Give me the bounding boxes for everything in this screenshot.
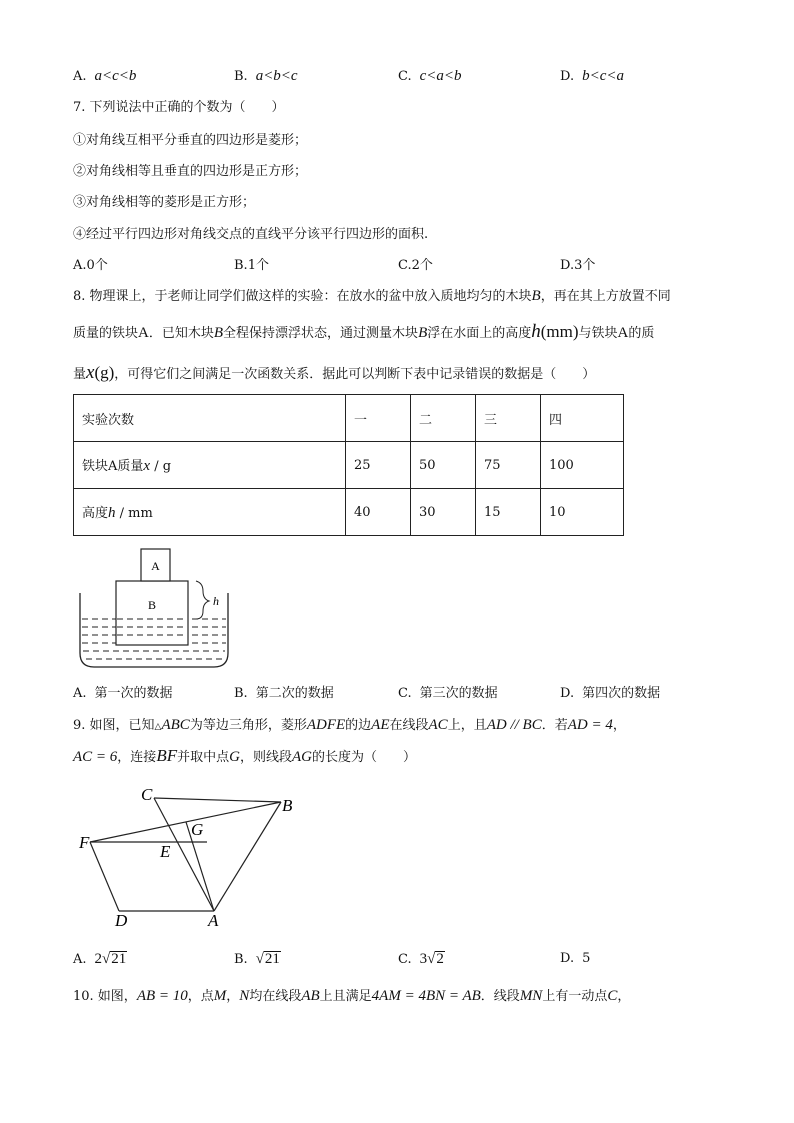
q7-option-d[interactable]: D.3个	[560, 258, 596, 273]
q8-stem-line-1: 8. 物理课上，于老师让同学们做这样的实验：在放水的盆中放入质地均匀的木块B，再在其上方放置不同	[73, 288, 671, 304]
table-row-label: 铁块A质量x / g	[74, 442, 346, 489]
point-f-label: F	[79, 833, 90, 852]
q10-stem: 10. 如图，AB = 10，点M，N均在线段AB上且满足4AM = 4BN = AB．线段MN上有一动点C，	[73, 988, 631, 1004]
segment-FB	[90, 802, 281, 842]
q9-option-b[interactable]: B. √21	[234, 951, 280, 967]
q8-stem-line-2: 质量的铁块A．已知木块B全程保持漂浮状态，通过测量木块B浮在水面上的高度h(mm)与铁块A的质	[73, 321, 655, 342]
q6-option-c[interactable]: C. c<a<b	[398, 68, 462, 84]
table-row	[74, 442, 624, 489]
table-cell: 二	[411, 395, 476, 442]
q6-option-d[interactable]: D. b<c<a	[560, 68, 624, 84]
segment-BA	[214, 802, 281, 911]
segment-CB	[154, 798, 281, 802]
point-a-label: A	[208, 911, 219, 930]
table-cell: 40	[346, 489, 411, 536]
q7-statement-4: ④经过平行四边形对角线交点的直线平分该平行四边形的面积.	[73, 227, 429, 242]
table-cell: 100	[541, 442, 624, 489]
block-b-label: B	[147, 598, 157, 612]
height-brace	[196, 581, 209, 619]
q8-basin-figure	[70, 543, 240, 673]
q9-stem-line-2: AC = 6，连接BF并取中点G，则线段AG的长度为（ ）	[73, 746, 416, 765]
point-b-label: B	[282, 796, 293, 815]
q8-option-d[interactable]: D. 第四次的数据	[560, 686, 661, 701]
q8-option-c[interactable]: C. 第三次的数据	[398, 686, 498, 701]
point-e-label: E	[160, 842, 171, 861]
table-cell: 实验次数	[74, 395, 346, 442]
q6-option-b[interactable]: B. a<b<c	[234, 68, 298, 84]
segment-FD	[90, 842, 119, 911]
table-cell: 50	[411, 442, 476, 489]
q8-option-b[interactable]: B. 第二次的数据	[234, 686, 334, 701]
table-cell: 10	[541, 489, 624, 536]
table-row	[74, 489, 624, 536]
q7-option-b[interactable]: B.1个	[234, 258, 269, 273]
table-cell: 25	[346, 442, 411, 489]
table-row-label: 高度h / mm	[74, 489, 346, 536]
block-a-label: A	[151, 559, 160, 573]
point-g-label: G	[191, 820, 204, 839]
point-c-label: C	[141, 785, 153, 804]
q8-data-table	[73, 394, 624, 536]
table-cell: 15	[476, 489, 541, 536]
table-cell: 一	[346, 395, 411, 442]
q9-option-d[interactable]: D. 5	[560, 951, 591, 966]
q7-option-c[interactable]: C.2个	[398, 258, 433, 273]
q9-geometry-figure	[70, 780, 310, 930]
q8-option-a[interactable]: A. 第一次的数据	[73, 686, 173, 701]
table-header-row	[74, 395, 624, 442]
q7-statement-3: ③对角线相等的菱形是正方形；	[73, 195, 256, 210]
table-cell: 四	[541, 395, 624, 442]
q9-option-a[interactable]: A. 2√21	[73, 951, 127, 967]
q9-option-c[interactable]: C. 3√2	[398, 951, 444, 967]
point-d-label: D	[115, 911, 128, 930]
q7-statement-2: ②对角线相等且垂直的四边形是正方形；	[73, 164, 308, 179]
table-cell: 30	[411, 489, 476, 536]
height-label: h	[213, 594, 219, 608]
q8-stem-line-3: 量x(g)，可得它们之间满足一次函数关系．据此可以判断下表中记录错误的数据是（ ）	[73, 362, 596, 383]
q7-option-a[interactable]: A.0个	[73, 258, 108, 273]
q7-statement-1: ①对角线互相平分垂直的四边形是菱形；	[73, 133, 308, 148]
table-cell: 三	[476, 395, 541, 442]
q9-stem-line-1: 9. 如图，已知△ABC为等边三角形，菱形ADFE的边AE在线段AC上，且AD // BC．若AD = 4，	[73, 717, 626, 733]
q6-option-a[interactable]: A. a<c<b	[73, 68, 137, 84]
table-cell: 75	[476, 442, 541, 489]
q7-stem: 7. 下列说法中正确的个数为（ ）	[73, 100, 285, 115]
